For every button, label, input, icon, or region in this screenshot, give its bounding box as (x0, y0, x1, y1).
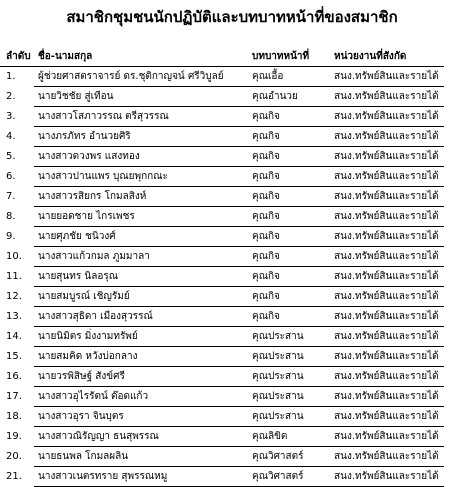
row-number: 14. (6, 330, 22, 342)
member-role: คุณกิจ (248, 187, 330, 207)
member-unit: สนง.ทรัพย์สินและรายได้ (330, 87, 444, 107)
member-name: นางสาวอุไรรัตน์ ต๊อดแก้ว (34, 387, 248, 407)
member-role: คุณประสาน (248, 327, 330, 347)
member-unit: สนง.ทรัพย์สินและรายได้ (330, 67, 444, 87)
member-role: คุณกิจ (248, 307, 330, 327)
row-number: 1. (6, 70, 16, 82)
member-name: ผู้ช่วยศาสตราจารย์ ดร.ชุติกาญจน์ ศรีวิบูลย์ (34, 67, 248, 87)
member-name: นายธนพล โกมลผลิน (34, 447, 248, 467)
member-role: คุณวิศาสตร์ (248, 467, 330, 487)
member-role: คุณกิจ (248, 107, 330, 127)
table-row (0, 147, 444, 167)
member-name: นายยอดชาย ไกรเพชร (34, 207, 248, 227)
member-name: นางสาวอุรา จินบุตร (34, 407, 248, 427)
member-name: นายสมคิด หวังบ่อกลาง (34, 347, 248, 367)
member-unit: สนง.ทรัพย์สินและรายได้ (330, 267, 444, 287)
row-number: 8. (6, 210, 16, 222)
row-number: 2. (6, 90, 16, 102)
row-number: 7. (6, 190, 16, 202)
table-row (0, 407, 444, 427)
member-role: คุณกิจ (248, 207, 330, 227)
member-name: นางสาวสุธิดา เมืองสุวรรณ์ (34, 307, 248, 327)
table-row (0, 387, 444, 407)
member-role: คุณกิจ (248, 227, 330, 247)
member-name: นางภรภัทร อำนวยศิริ (34, 127, 248, 147)
table-row (0, 107, 444, 127)
member-unit: สนง.ทรัพย์สินและรายได้ (330, 247, 444, 267)
table-row (0, 287, 444, 307)
member-name: นายนิมิตร มิ่งงามทรัพย์ (34, 327, 248, 347)
member-name: นายศุภชัย ชนิวงศ์ (34, 227, 248, 247)
table-row (0, 447, 444, 467)
member-unit: สนง.ทรัพย์สินและรายได้ (330, 467, 444, 487)
member-role: คุณลิขิต (248, 427, 330, 447)
member-unit: สนง.ทรัพย์สินและรายได้ (330, 387, 444, 407)
member-role: คุณวิศาสตร์ (248, 447, 330, 467)
row-number: 18. (6, 410, 22, 422)
table-row (0, 187, 444, 207)
table-row (0, 67, 444, 87)
table-row (0, 467, 444, 487)
table-row (0, 367, 444, 387)
member-name: นายสุนทร นิลอรุณ (34, 267, 248, 287)
member-role: คุณอำนวย (248, 87, 330, 107)
member-name: นายวรพิสิษฐ์ สังข์ศรี (34, 367, 248, 387)
document-title: สมาชิกชุมชนนักปฏิบัติและบทบาทหน้าที่ของสมาชิก (66, 8, 398, 26)
member-name: นางสาวณิรัญญา ธนสุพรรณ (34, 427, 248, 447)
row-number: 15. (6, 350, 22, 362)
column-header-name: ชื่อ-นามสกุล (34, 47, 248, 67)
member-unit: สนง.ทรัพย์สินและรายได้ (330, 287, 444, 307)
member-table (0, 47, 444, 487)
member-role: คุณกิจ (248, 147, 330, 167)
row-number: 6. (6, 170, 16, 182)
table-row (0, 327, 444, 347)
table-row (0, 207, 444, 227)
member-name: นางสาวโสภาวรรณ ตรีสุวรรณ (34, 107, 248, 127)
member-unit: สนง.ทรัพย์สินและรายได้ (330, 347, 444, 367)
member-name: นายสมบูรณ์ เชิญรัมย์ (34, 287, 248, 307)
member-role: คุณเอื้อ (248, 67, 330, 87)
row-number: 17. (6, 390, 22, 402)
table-row (0, 267, 444, 287)
table-row (0, 247, 444, 267)
member-unit: สนง.ทรัพย์สินและรายได้ (330, 227, 444, 247)
row-number: 9. (6, 230, 16, 242)
column-header-number: ลำดับ (0, 47, 34, 67)
table-row (0, 307, 444, 327)
table-row (0, 87, 444, 107)
member-role: คุณกิจ (248, 267, 330, 287)
table-row (0, 427, 444, 447)
member-name: นางสาวเนตรทราย สุพรรณหมู (34, 467, 248, 487)
table-row (0, 127, 444, 147)
member-role: คุณกิจ (248, 127, 330, 147)
table-row (0, 347, 444, 367)
row-number: 3. (6, 110, 16, 122)
table-body (0, 67, 444, 487)
member-name: นางสาวแก้วกมล ภูมมาลา (34, 247, 248, 267)
row-number: 11. (6, 270, 22, 282)
row-number: 5. (6, 150, 16, 162)
row-number: 12. (6, 290, 22, 302)
member-unit: สนง.ทรัพย์สินและรายได้ (330, 187, 444, 207)
member-role: คุณกิจ (248, 247, 330, 267)
row-number: 20. (6, 450, 22, 462)
member-role: คุณกิจ (248, 167, 330, 187)
member-unit: สนง.ทรัพย์สินและรายได้ (330, 307, 444, 327)
member-unit: สนง.ทรัพย์สินและรายได้ (330, 127, 444, 147)
row-number: 19. (6, 430, 22, 442)
row-number: 21. (6, 470, 22, 482)
member-unit: สนง.ทรัพย์สินและรายได้ (330, 407, 444, 427)
column-header-role: บทบาทหน้าที่ (248, 47, 330, 67)
member-unit: สนง.ทรัพย์สินและรายได้ (330, 167, 444, 187)
column-header-unit: หน่วยงานที่สังกัด (330, 47, 444, 67)
member-unit: สนง.ทรัพย์สินและรายได้ (330, 147, 444, 167)
member-unit: สนง.ทรัพย์สินและรายได้ (330, 327, 444, 347)
member-unit: สนง.ทรัพย์สินและรายได้ (330, 107, 444, 127)
table-row (0, 167, 444, 187)
member-unit: สนง.ทรัพย์สินและรายได้ (330, 447, 444, 467)
table-row (0, 227, 444, 247)
row-number: 16. (6, 370, 22, 382)
member-role: คุณประสาน (248, 387, 330, 407)
member-role: คุณกิจ (248, 287, 330, 307)
row-number: 13. (6, 310, 22, 322)
member-name: นางสาวปานแพร บุณยพุกกณะ (34, 167, 248, 187)
member-unit: สนง.ทรัพย์สินและรายได้ (330, 427, 444, 447)
row-number: 4. (6, 130, 16, 142)
member-unit: สนง.ทรัพย์สินและรายได้ (330, 207, 444, 227)
member-role: คุณประสาน (248, 367, 330, 387)
member-role: คุณประสาน (248, 347, 330, 367)
member-name: นายวิชชัย สู่เทือน (34, 87, 248, 107)
member-name: นางสาวรสิยกร โกมลสิงห์ (34, 187, 248, 207)
member-role: คุณประสาน (248, 407, 330, 427)
member-name: นางสาวดวงพร แสงทอง (34, 147, 248, 167)
table-header-row (0, 47, 444, 67)
row-number: 10. (6, 250, 22, 262)
member-unit: สนง.ทรัพย์สินและรายได้ (330, 367, 444, 387)
